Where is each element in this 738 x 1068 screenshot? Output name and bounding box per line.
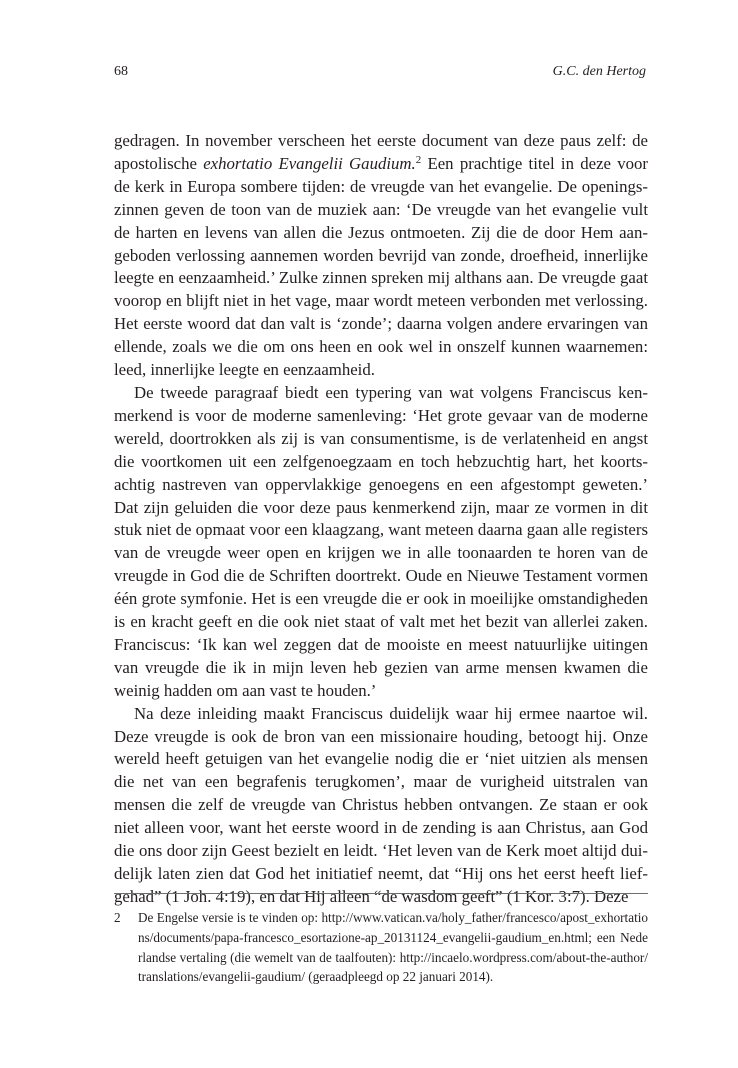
paragraph-3: Na deze inleiding maakt Franciscus duidelijk waar hij ermee naartoe wil. Deze vreugde is ook de bron van een missionaire houding, betoogt hij. Onze wereld heeft getuigen van het evangelie nodig die er ‘niet uitzien als mensen die net van een begrafenis terugkomen’, maar de vurigheid uitstralen van mensen die zelf de vreugde van Christus hebben ontvangen. Ze staan er ook niet alleen voor, want het eerste woord in de zending is aan Christus, aan God die ons door zijn Geest bezielt en leidt. ‘Het leven van de Kerk moet altijd duidelijk laten zien dat God het initiatief neemt, dat “Hij ons het eerst heeft liefgehad” (1 Joh. 4:19), en dat Hij alleen “de wasdom geeft” (1 Kor. 3:7). Deze	[114, 703, 648, 906]
footnote-number: 2	[114, 910, 121, 925]
paragraph-1-rest: Een prachtige titel in deze voor de kerk in Europa sombere tijden: de vreugde van het evangelie. De openingszinnen geven de toon van de muziek aan: ‘De vreugde van het evangelie vult de harten en levens van allen die Jezus ontmoeten. Zij die de door Hem aangeboden verlossing aannemen worden bevrijd van zonde, droefheid, innerlijke leegte en eenzaamheid.’ Zulke zinnen spreken mij althans aan. De vreugde gaat voorop en blijft niet in het vage, maar wordt meteen verbonden met verlossing. Het eerste woord dat dan valt is ‘zonde’; daarna volgen andere ervaringen van ellende, zoals we die om ons heen en ook wel in onszelf kunnen waarnemen: leed, innerlijke leegte en eenzaamheid.	[114, 153, 648, 380]
page-number: 68	[114, 64, 128, 79]
running-head: G.C. den Hertog	[552, 64, 646, 79]
paragraph-1	[114, 130, 648, 382]
footnote-rule	[114, 893, 648, 894]
document-title: exhortatio Evangelii Gaudium.	[203, 153, 416, 173]
body-text	[114, 130, 648, 909]
footnote-ref[interactable]: 2	[415, 153, 422, 166]
footnote	[114, 908, 648, 987]
paragraph-2: De tweede paragraaf biedt een typering van wat volgens Franciscus kenmerkend is voor de moderne samenleving: ‘Het grote gevaar van de moderne wereld, doortrokken als zij is van consumentisme, is de verlatenheid en angst die voortkomen uit een zelfgenoegzaam en toch hebzuchtig hart, het koortsachtig nastreven van oppervlakkige genoegens en een afgestompt geweten.’ Dat zijn geluiden die voor deze paus kenmerkend zijn, maar ze vormen in dit stuk niet de opmaat voor een klaagzang, want meteen daarna gaan alle registers van de vreugde weer open en krijgen we in alle toonaarden te horen van de vreugde in God die de Schriften doortrekt. Oude en Nieuwe Testament vormen één grote symfonie. Het is een vreugde die er ook in moeilijke omstandigheden is en kracht geeft en die ook niet staat of valt met het bezit van allerlei zaken. Franciscus: ‘Ik kan wel zeggen dat de mooiste en meest natuurlijke uitingen van vreugde die ik in mijn leven heb gezien van arme mensen kwamen die weinig hadden om aan vast te houden.’	[114, 382, 648, 700]
footnote-text: De Engelse versie is te vinden op: http://www.vatican.va/holy_father/francesco/apost_exhortations/documents/papa-francesco_esortazione-ap_20131124_evangelii-gaudium_en.html; een Nederlandse vertaling (die wemelt van de taalfouten): http://incaelo.wordpress.com/about-the-author/translations/evangelii-gaudium/ (geraadpleegd op 22 januari 2014).	[138, 910, 648, 985]
paragraph-1-start: gedragen. In november verscheen het eerste document van deze paus zelf: de apostolische	[114, 131, 648, 173]
